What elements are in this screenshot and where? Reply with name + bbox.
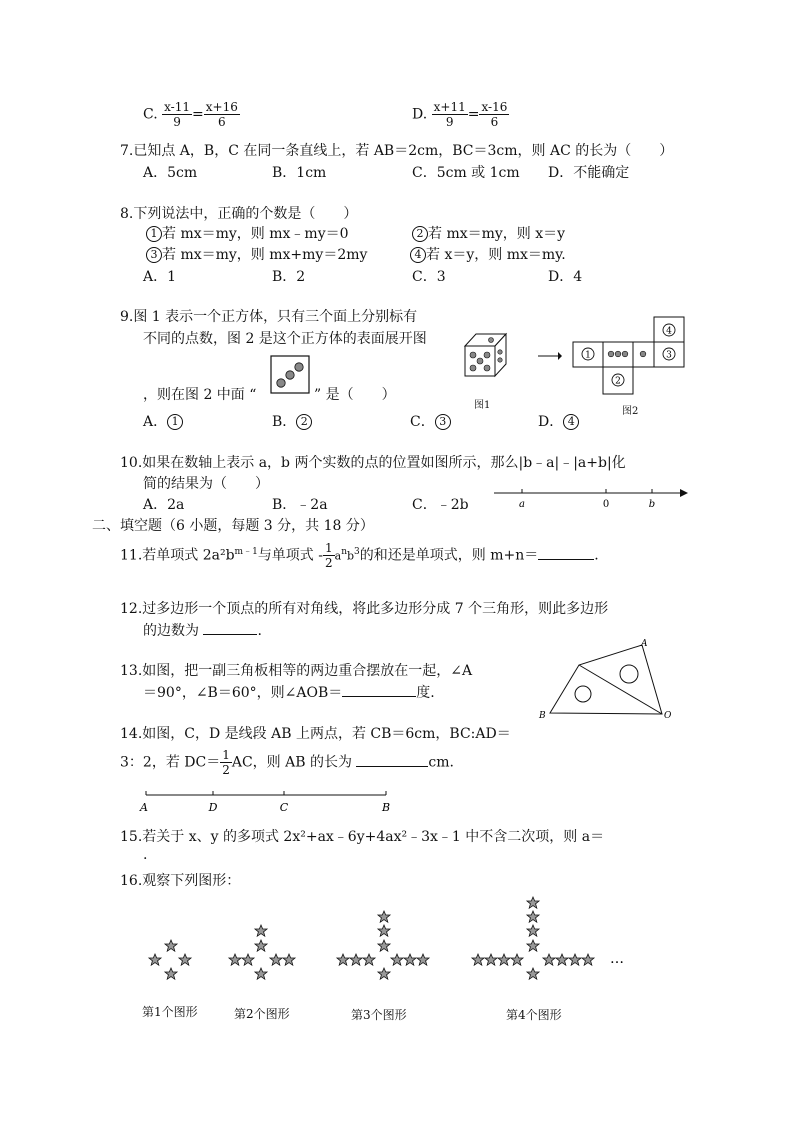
figure-caption-1: 第1个图形: [142, 1005, 198, 1019]
q7-option-a: A．5cm: [143, 165, 198, 181]
q8-option-c: C．3: [412, 269, 446, 285]
q9-line-2: 不同的点数，图 2 是这个正方体的表面展开图: [143, 331, 427, 347]
circled-number: 3: [435, 414, 451, 430]
segment-label-a: A: [140, 801, 148, 814]
q9-option-b: B． 2: [272, 411, 312, 431]
triangle-boards-figure: [536, 634, 686, 726]
q9-line-3-pre: ，则在图 2 中面 “: [143, 387, 257, 403]
three-dot-face-icon: [270, 355, 312, 395]
axis-label-zero: 0: [602, 499, 610, 510]
star-figure-1: [149, 940, 191, 979]
net-label-right: 3: [666, 350, 672, 361]
net-label-left: 1: [585, 350, 591, 361]
q8-option-d: D．4: [548, 269, 583, 285]
q14-line-1: 14.如图，C，D 是线段 AB 上两点，若 CB＝6cm，BC:AD＝: [120, 726, 511, 742]
fraction: $\frac{x+11}{9}$: [433, 100, 466, 129]
circled-number: 2: [296, 414, 312, 430]
fraction: $\frac{x+16}{6}$: [205, 100, 238, 129]
option-label: D.: [412, 106, 428, 123]
fig1-caption: 图1: [474, 400, 491, 411]
q9-option-c: C． 3: [410, 411, 451, 431]
vertex-label-o: O: [664, 711, 672, 721]
q7-option-d: D．不能确定: [548, 165, 630, 181]
answer-blank[interactable]: [356, 754, 428, 767]
fig2-caption: 图2: [622, 406, 639, 417]
q15-line-2: .: [143, 847, 148, 863]
segment-figure: [136, 788, 398, 816]
vertex-label-b: B: [539, 711, 546, 721]
option-label: C.: [143, 106, 158, 123]
q10-option-c: C．﹣2b: [412, 497, 469, 513]
cube-net-figure: [572, 316, 688, 400]
figure-caption-4: 第4个图形: [506, 1008, 562, 1022]
circled-number: 1: [167, 414, 183, 430]
axis-label-a: a: [519, 499, 525, 510]
q8-statement-2: 2 若 mx＝my，则 x＝y: [412, 223, 565, 243]
arrow-right-icon: [538, 350, 562, 362]
q6-option-c: C. $\frac{x-11}{9}$ = $\frac{x+16}{6}$: [143, 100, 238, 129]
figure-caption-2: 第2个图形: [234, 1007, 290, 1021]
circled-number: 2: [412, 226, 428, 242]
figure-caption-3: 第3个图形: [351, 1008, 407, 1022]
q10-line-2: 简的结果为（ ）: [143, 476, 269, 492]
star-figure-2: [229, 925, 295, 979]
q11-line: 11.若单项式 $2a^2b^{m﹣1}$与单项式 - $\frac{1}{2}$ $a^nb^3$的和还是单项式，则 m+n＝ .: [120, 541, 599, 570]
section-title: 二、填空题（6 小题，每题 3 分，共 18 分）: [92, 518, 374, 534]
answer-blank[interactable]: [203, 622, 257, 635]
answer-blank[interactable]: [538, 547, 594, 560]
net-label-top: 4: [666, 326, 672, 337]
star-pattern-figures: [140, 893, 640, 983]
q8-statement-1: 1 若 mx＝my，则 mx﹣my＝0: [146, 223, 349, 243]
number-line: [494, 486, 690, 512]
q14-line-2: 3：2，若 DC＝ $\frac{1}{2}$ AC，则 AB 的长为 cm.: [120, 748, 454, 777]
vertex-label-a: A: [641, 639, 648, 649]
q13-line-1: 13.如图，把一副三角板相等的两边重合摆放在一起，∠A: [120, 663, 473, 679]
segment-label-d: D: [208, 801, 218, 814]
segment-label-c: C: [279, 801, 289, 814]
fraction: $\frac{1}{2}$: [325, 541, 333, 570]
star-figure-3: [337, 911, 429, 979]
q9-option-a: A． 1: [143, 411, 183, 431]
fraction: $\frac{x-16}{6}$: [481, 100, 508, 129]
net-label-bottom: 2: [615, 376, 621, 387]
q10-line-1: 10.如果在数轴上表示 a，b 两个实数的点的位置如图所示，那么|b﹣a|﹣|a+b|化: [120, 455, 626, 471]
circled-number: 4: [410, 247, 426, 263]
q10-option-b: B．﹣2a: [272, 497, 328, 513]
star-figure-4: [472, 897, 594, 979]
circled-number: 1: [146, 226, 162, 242]
answer-blank[interactable]: [342, 684, 416, 697]
q10-option-a: A．2a: [143, 497, 185, 513]
q12-line-1: 12.过多边形一个顶点的所有对角线，将此多边形分成 7 个三角形，则此多边形: [120, 601, 609, 617]
q9-option-d: D． 4: [538, 411, 579, 431]
q9-line-3-post: ” 是（ ）: [314, 387, 396, 403]
segment-label-b: B: [381, 801, 391, 814]
q7-option-b: B．1cm: [272, 165, 327, 181]
q9-line-1: 9.图 1 表示一个正方体，只有三个面上分别标有: [120, 309, 418, 325]
q15-line-1: 15.若关于 x、y 的多项式 2x²+ax﹣6y+4ax²﹣3x﹣1 中不含二次项，则 a＝: [120, 829, 605, 845]
fraction: $\frac{1}{2}$: [222, 748, 230, 777]
circled-number: 4: [563, 414, 579, 430]
q8-stem: 8.下列说法中，正确的个数是（ ）: [120, 206, 358, 222]
axis-label-b: b: [648, 499, 656, 510]
q8-option-a: A．1: [143, 269, 177, 285]
q8-statement-4: 4 若 x＝y，则 mx＝my.: [410, 244, 566, 264]
fraction: $\frac{x-11}{9}$: [164, 100, 191, 129]
q8-statement-3: 3 若 mx＝my，则 mx+my＝2my: [146, 244, 367, 264]
q13-line-2: ＝90°，∠B＝60°，则∠AOB＝ 度.: [143, 685, 435, 701]
q7-option-c: C．5cm 或 1cm: [412, 165, 520, 181]
q12-line-2: 的边数为 .: [143, 623, 262, 639]
q6-option-d: D. $\frac{x+11}{9}$ = $\frac{x-16}{6}$: [412, 100, 508, 129]
q16-stem: 16.观察下列图形：: [120, 873, 241, 889]
circled-number: 3: [146, 247, 162, 263]
ellipsis: …: [610, 951, 624, 967]
q7-stem: 7.已知点 A，B，C 在同一条直线上，若 AB＝2cm，BC＝3cm，则 AC 的长为（ ）: [120, 143, 674, 159]
q8-option-b: B．2: [272, 269, 306, 285]
